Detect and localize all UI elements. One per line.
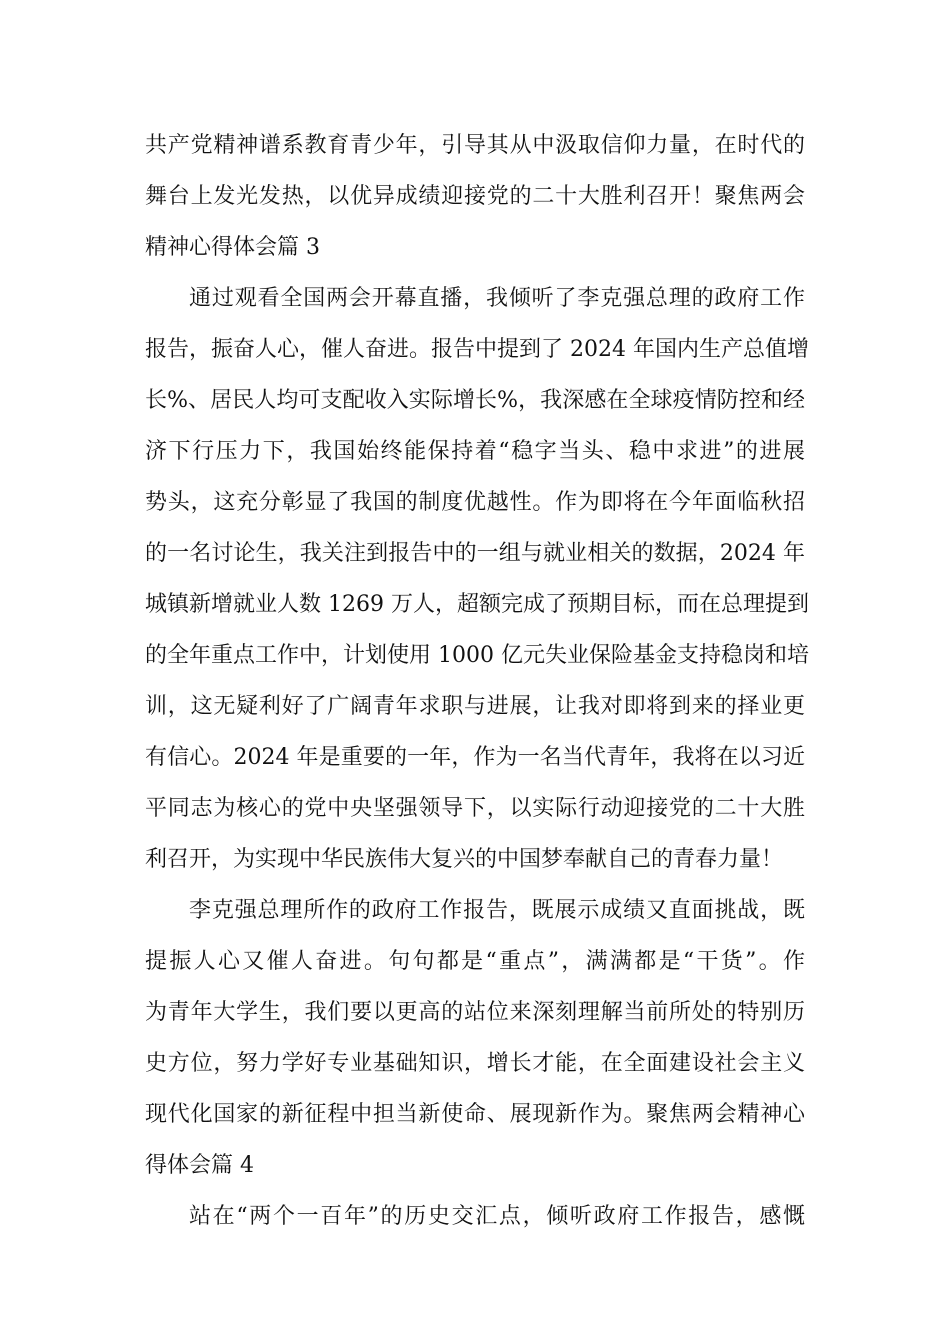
text-line-21: 得体会篇 4 (145, 1153, 254, 1178)
text-line-22: 站在“两个一百年”的历史交汇点，倾听政府工作报告，感慨 (189, 1204, 805, 1229)
text-line-5: 报告，振奋人心，催人奋进。报告中提到了 2024 年国内生产总值增 (145, 337, 809, 362)
text-line-16: 李克强总理所作的政府工作报告，既展示成绩又直面挑战，既 (189, 898, 805, 923)
text-line-14: 平同志为核心的党中央坚强领导下，以实际行动迎接党的二十大胜 (145, 796, 805, 821)
text-line-15: 利召开，为实现中华民族伟大复兴的中国梦奉献自己的青春力量！ (145, 847, 784, 872)
text-line-13: 有信心。2024 年是重要的一年，作为一名当代青年，我将在以习近 (145, 745, 805, 770)
text-line-3: 精神心得体会篇 3 (145, 235, 320, 260)
text-line-2: 舞台上发光发热，以优异成绩迎接党的二十大胜利召开！聚焦两会 (145, 184, 805, 209)
text-line-1: 共产党精神谱系教育青少年，引导其从中汲取信仰力量，在时代的 (145, 133, 805, 158)
text-line-8: 势头，这充分彰显了我国的制度优越性。作为即将在今年面临秋招 (145, 490, 805, 515)
text-line-18: 为青年大学生，我们要以更高的站位来深刻理解当前所处的特别历 (145, 1000, 805, 1025)
text-line-7: 济下行压力下，我国始终能保持着“稳字当头、稳中求进”的进展 (145, 439, 805, 464)
text-line-4: 通过观看全国两会开幕直播，我倾听了李克强总理的政府工作 (189, 286, 805, 311)
text-line-19: 史方位，努力学好专业基础知识，增长才能，在全面建设社会主义 (145, 1051, 805, 1076)
text-line-10: 城镇新增就业人数 1269 万人，超额完成了预期目标，而在总理提到 (145, 592, 809, 617)
text-line-17: 提振人心又催人奋进。句句都是“重点”，满满都是“干货”。作 (145, 949, 805, 974)
document-body (145, 131, 809, 1253)
text-line-12: 训，这无疑利好了广阔青年求职与进展，让我对即将到来的择业更 (145, 694, 805, 719)
text-line-20: 现代化国家的新征程中担当新使命、展现新作为。聚焦两会精神心 (145, 1102, 805, 1127)
text-line-11: 的全年重点工作中，计划使用 1000 亿元失业保险基金支持稳岗和培 (145, 643, 809, 668)
text-line-6: 长%、居民人均可支配收入实际增长%，我深感在全球疫情防控和经 (145, 388, 805, 413)
text-line-9: 的一名讨论生，我关注到报告中的一组与就业相关的数据，2024 年 (145, 541, 805, 566)
